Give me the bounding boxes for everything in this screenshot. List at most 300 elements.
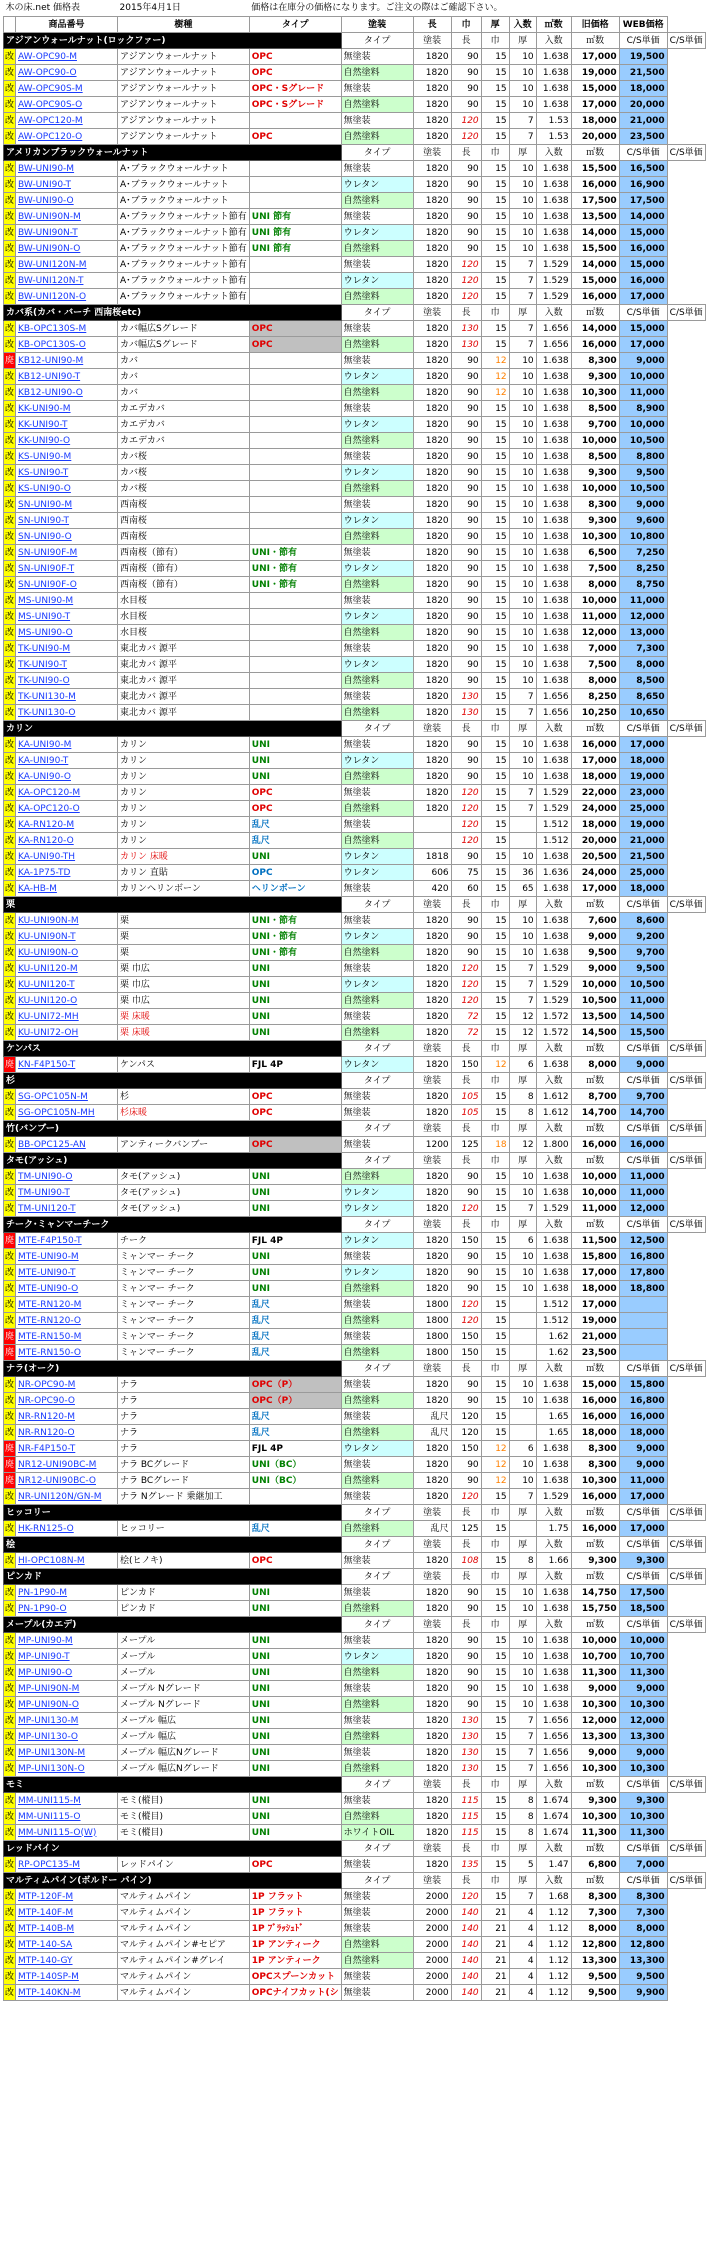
quantity: 10 [509, 481, 536, 497]
old-price: 16,000 [571, 289, 619, 305]
area: 1.656 [536, 1713, 571, 1729]
product-code-link[interactable]: KK-UNI90-O [16, 433, 118, 449]
product-code-link[interactable]: MP-UNI90N-O [16, 1697, 118, 1713]
web-price [619, 1329, 667, 1345]
status-mark: 改 [4, 177, 16, 193]
old-price: 16,000 [571, 1489, 619, 1505]
product-code-link[interactable]: AW-OPC120-O [16, 129, 118, 145]
product-code-link[interactable]: KK-UNI90-T [16, 417, 118, 433]
area: 1.638 [536, 913, 571, 929]
thickness: 15 [481, 993, 509, 1009]
status-mark: 改 [4, 161, 16, 177]
old-price: 8,700 [571, 1089, 619, 1105]
web-price: 10,000 [619, 1633, 667, 1649]
table-row [4, 321, 706, 337]
product-code-link[interactable]: BW-UNI90-O [16, 193, 118, 209]
width: 90 [451, 81, 481, 97]
old-price: 7,500 [571, 561, 619, 577]
old-price: 17,000 [571, 97, 619, 113]
product-type: UNI [249, 737, 341, 753]
quantity: 10 [509, 353, 536, 369]
web-price [619, 1313, 667, 1329]
area: 1.572 [536, 1009, 571, 1025]
product-code-link[interactable]: AW-OPC90-O [16, 65, 118, 81]
table-row [4, 353, 706, 369]
table-row [4, 1425, 706, 1441]
product-code-link[interactable]: AW-OPC90-M [16, 49, 118, 65]
species-name: 水目桜 [118, 609, 250, 625]
table-row [4, 161, 706, 177]
product-code-link[interactable]: MTE-RN120-M [16, 1297, 118, 1313]
product-code-link[interactable]: TM-UNI90-T [16, 1185, 118, 1201]
table-row [4, 65, 706, 81]
product-code-link[interactable]: KU-UNI90N-M [16, 913, 118, 929]
table-row [4, 817, 706, 833]
col-old-price: C/S単価 [619, 1617, 667, 1633]
product-code-link[interactable]: MTE-RN150-O [16, 1345, 118, 1361]
species-name: アジアンウォールナット [118, 97, 250, 113]
area: 1.66 [536, 1553, 571, 1569]
product-code-link[interactable]: BW-UNI90-T [16, 177, 118, 193]
old-price: 12,800 [571, 1937, 619, 1953]
old-price: 6,800 [571, 1857, 619, 1873]
width: 105 [451, 1089, 481, 1105]
quantity: 4 [509, 1953, 536, 1969]
status-mark: 廃 [4, 1441, 16, 1457]
col-length: 長 [451, 1777, 481, 1793]
col-quantity: 入数 [536, 1617, 571, 1633]
product-code-link[interactable]: HK-RN125-O [16, 1521, 118, 1537]
table-row [4, 577, 706, 593]
finish-type: 無塗装 [341, 913, 413, 929]
product-code-link[interactable]: TM-UNI120-T [16, 1201, 118, 1217]
col-finish: 塗装 [413, 1537, 451, 1553]
product-code-link[interactable]: AW-OPC120-M [16, 113, 118, 129]
finish-type: ウレタン [341, 753, 413, 769]
product-code-link[interactable]: BB-OPC125-AN [16, 1137, 118, 1153]
product-code-link[interactable]: MTP-140B-M [16, 1921, 118, 1937]
finish-type: 自然塗料 [341, 1729, 413, 1745]
quantity: 10 [509, 449, 536, 465]
finish-type: 無塗装 [341, 1889, 413, 1905]
product-code-link[interactable]: MTE-RN150-M [16, 1329, 118, 1345]
thickness: 15 [481, 1889, 509, 1905]
thickness: 15 [481, 1009, 509, 1025]
thickness: 15 [481, 929, 509, 945]
col-length: 長 [451, 305, 481, 321]
width: 130 [451, 1761, 481, 1777]
product-code-link[interactable]: NR-OPC90-M [16, 1377, 118, 1393]
product-code-link[interactable]: KB-OPC130S-M [16, 321, 118, 337]
product-code-link[interactable]: MS-UNI90-O [16, 625, 118, 641]
product-code-link[interactable]: KU-UNI90N-T [16, 929, 118, 945]
length: 1820 [413, 257, 451, 273]
area: 1.529 [536, 1489, 571, 1505]
product-code-link[interactable]: TK-UNI90-O [16, 673, 118, 689]
finish-type: 無塗装 [341, 49, 413, 65]
web-price: 19,000 [619, 769, 667, 785]
product-code-link[interactable]: KA-1P75-TD [16, 865, 118, 881]
finish-type: 自然塗料 [341, 833, 413, 849]
length: 1820 [413, 785, 451, 801]
table-row [4, 1953, 706, 1969]
col-thickness: 厚 [509, 145, 536, 161]
product-code-link[interactable]: KA-UNI90-O [16, 769, 118, 785]
table-row [4, 609, 706, 625]
product-code-link[interactable]: BW-UNI90-M [16, 161, 118, 177]
table-row [4, 977, 706, 993]
status-mark: 改 [4, 257, 16, 273]
product-code-link[interactable]: KB-OPC130S-O [16, 337, 118, 353]
quantity: 10 [509, 529, 536, 545]
product-code-link[interactable]: KU-UNI120-T [16, 977, 118, 993]
status-mark: 改 [4, 545, 16, 561]
col-area: ㎡数 [571, 1505, 619, 1521]
product-code-link[interactable]: MTE-UNI90-T [16, 1265, 118, 1281]
species-name: カリン [118, 801, 250, 817]
product-code-link[interactable]: KA-RN120-O [16, 833, 118, 849]
web-price: 8,600 [619, 913, 667, 929]
product-code-link[interactable]: KA-OPC120-O [16, 801, 118, 817]
area: 1.529 [536, 961, 571, 977]
web-price: 9,000 [619, 1745, 667, 1761]
product-code-link[interactable]: SN-UNI90F-T [16, 561, 118, 577]
finish-type: ウレタン [341, 1441, 413, 1457]
species-name: 東北カバ 源平 [118, 705, 250, 721]
product-code-link[interactable]: NR-F4P150-T [16, 1441, 118, 1457]
product-code-link[interactable]: MP-UNI130-O [16, 1729, 118, 1745]
product-code-link[interactable]: TK-UNI90-M [16, 641, 118, 657]
product-code-link[interactable]: MTP-120F-M [16, 1889, 118, 1905]
product-code-link[interactable]: KN-F4P150-T [16, 1057, 118, 1073]
product-code-link[interactable]: KS-UNI90-T [16, 465, 118, 481]
product-type: UNI [249, 1201, 341, 1217]
status-mark: 改 [4, 225, 16, 241]
status-mark: 改 [4, 961, 16, 977]
thickness: 15 [481, 1201, 509, 1217]
width: 90 [451, 193, 481, 209]
quantity: 10 [509, 465, 536, 481]
product-code-link[interactable]: KU-UNI90N-O [16, 945, 118, 961]
header-finish: 塗装 [341, 17, 413, 33]
col-length: 長 [451, 145, 481, 161]
col-finish: 塗装 [413, 721, 451, 737]
product-code-link[interactable]: KA-UNI90-T [16, 753, 118, 769]
length: 1820 [413, 1089, 451, 1105]
product-code-link[interactable]: MP-UNI130N-M [16, 1745, 118, 1761]
col-width: 巾 [481, 1153, 509, 1169]
length: 1820 [413, 1601, 451, 1617]
col-quantity: 入数 [536, 1505, 571, 1521]
product-code-link[interactable]: MTE-RN120-O [16, 1313, 118, 1329]
quantity: 7 [509, 337, 536, 353]
product-code-link[interactable]: MTP-140F-M [16, 1905, 118, 1921]
col-quantity: 入数 [536, 1361, 571, 1377]
product-code-link[interactable]: KA-OPC120-M [16, 785, 118, 801]
product-code-link[interactable]: BW-UNI90N-M [16, 209, 118, 225]
product-code-link[interactable]: KA-UNI90-TH [16, 849, 118, 865]
status-mark: 改 [4, 753, 16, 769]
product-code-link[interactable]: KU-UNI120-O [16, 993, 118, 1009]
length: 1820 [413, 1745, 451, 1761]
status-mark: 廃 [4, 1233, 16, 1249]
product-code-link[interactable]: KK-UNI90-M [16, 401, 118, 417]
col-finish: 塗装 [413, 1073, 451, 1089]
species-name: レッドパイン [118, 1857, 250, 1873]
web-price: 9,000 [619, 1057, 667, 1073]
finish-type: 自然塗料 [341, 577, 413, 593]
product-code-link[interactable]: SN-UNI90F-M [16, 545, 118, 561]
section-header [4, 1777, 706, 1793]
length: 1820 [413, 913, 451, 929]
product-code-link[interactable]: SG-OPC105N-MH [16, 1105, 118, 1121]
species-name: A･ブラックウォールナット [118, 177, 250, 193]
old-price: 17,000 [571, 49, 619, 65]
status-mark: 改 [4, 337, 16, 353]
col-type: タイプ [341, 1505, 413, 1521]
species-name: カバ [118, 369, 250, 385]
product-code-link[interactable]: MTE-UNI90-M [16, 1249, 118, 1265]
length: 1820 [413, 481, 451, 497]
product-code-link[interactable]: BW-UNI120N-T [16, 273, 118, 289]
width: 140 [451, 1921, 481, 1937]
col-length: 長 [451, 1873, 481, 1889]
quantity: 7 [509, 1489, 536, 1505]
status-mark: 改 [4, 385, 16, 401]
table-row [4, 1825, 706, 1841]
length: 1820 [413, 1713, 451, 1729]
old-price: 20,000 [571, 129, 619, 145]
web-price: 11,000 [619, 385, 667, 401]
species-name: ヒッコリー [118, 1521, 250, 1537]
product-code-link[interactable]: NR-RN120-O [16, 1425, 118, 1441]
product-code-link[interactable]: MTE-F4P150-T [16, 1233, 118, 1249]
product-code-link[interactable]: SN-UNI90-O [16, 529, 118, 545]
product-code-link[interactable]: TK-UNI90-T [16, 657, 118, 673]
width: 120 [451, 1313, 481, 1329]
product-type: FJL 4P [249, 1441, 341, 1457]
product-code-link[interactable]: MP-UNI130-M [16, 1713, 118, 1729]
length: 1820 [413, 1857, 451, 1873]
length: 1820 [413, 1665, 451, 1681]
species-name: ミャンマー チーク [118, 1329, 250, 1345]
thickness: 15 [481, 625, 509, 641]
col-finish: 塗装 [413, 1121, 451, 1137]
product-code-link[interactable]: BW-UNI90N-O [16, 241, 118, 257]
product-code-link[interactable]: TM-UNI90-O [16, 1169, 118, 1185]
product-code-link[interactable]: MTP-140SP-M [16, 1969, 118, 1985]
product-code-link[interactable]: BW-UNI90N-T [16, 225, 118, 241]
product-code-link[interactable]: AW-OPC90S-O [16, 97, 118, 113]
species-name: ナラ Nグレード 乗継加工 [118, 1489, 250, 1505]
finish-type: 自然塗料 [341, 193, 413, 209]
width: 150 [451, 1345, 481, 1361]
product-code-link[interactable]: KS-UNI90-O [16, 481, 118, 497]
product-code-link[interactable]: NR12-UNI90BC-M [16, 1457, 118, 1473]
section-title: モミ [4, 1777, 342, 1793]
col-length: 長 [451, 1041, 481, 1057]
finish-type: 無塗装 [341, 817, 413, 833]
product-code-link[interactable]: MM-UNI115-O [16, 1809, 118, 1825]
product-code-link[interactable]: AW-OPC90S-M [16, 81, 118, 97]
status-mark: 改 [4, 401, 16, 417]
col-web-price: C/S単価 [667, 1361, 705, 1377]
product-code-link[interactable]: KU-UNI72-OH [16, 1025, 118, 1041]
product-code-link[interactable]: KA-UNI90-M [16, 737, 118, 753]
finish-type: 無塗装 [341, 1985, 413, 2001]
width: 105 [451, 1105, 481, 1121]
thickness: 15 [481, 241, 509, 257]
quantity: 10 [509, 753, 536, 769]
col-thickness: 厚 [509, 33, 536, 49]
length: 1820 [413, 1377, 451, 1393]
product-code-link[interactable]: MM-UNI115-M [16, 1793, 118, 1809]
width: 90 [451, 1665, 481, 1681]
thickness: 15 [481, 97, 509, 113]
width: 90 [451, 1185, 481, 1201]
old-price: 15,800 [571, 1249, 619, 1265]
product-code-link[interactable]: MS-UNI90-M [16, 593, 118, 609]
product-type: UNI [249, 1169, 341, 1185]
area: 1.638 [536, 209, 571, 225]
length: 1820 [413, 1681, 451, 1697]
area: 1.638 [536, 1185, 571, 1201]
product-code-link[interactable]: KB12-UNI90-T [16, 369, 118, 385]
quantity: 8 [509, 1089, 536, 1105]
product-code-link[interactable]: KU-UNI120-M [16, 961, 118, 977]
product-type: 1P フラット [249, 1905, 341, 1921]
product-code-link[interactable]: KU-UNI72-MH [16, 1009, 118, 1025]
web-price: 18,000 [619, 81, 667, 97]
length: 1820 [413, 65, 451, 81]
col-finish: 塗装 [413, 1041, 451, 1057]
old-price: 10,500 [571, 993, 619, 1009]
product-code-link[interactable]: KB12-UNI90-M [16, 353, 118, 369]
product-code-link[interactable]: KS-UNI90-M [16, 449, 118, 465]
species-name: カバ [118, 385, 250, 401]
status-mark: 改 [4, 1025, 16, 1041]
product-code-link[interactable]: MTP-140-SA [16, 1937, 118, 1953]
product-code-link[interactable]: PN-1P90-M [16, 1585, 118, 1601]
thickness: 15 [481, 961, 509, 977]
status-mark: 改 [4, 1745, 16, 1761]
product-code-link[interactable]: BW-UNI120N-M [16, 257, 118, 273]
product-code-link[interactable]: MTP-140-GY [16, 1953, 118, 1969]
product-code-link[interactable]: SN-UNI90-M [16, 497, 118, 513]
product-code-link[interactable]: KA-RN120-M [16, 817, 118, 833]
product-code-link[interactable]: SG-OPC105N-M [16, 1089, 118, 1105]
product-code-link[interactable]: MTE-UNI90-O [16, 1281, 118, 1297]
product-code-link[interactable]: MP-UNI90-O [16, 1665, 118, 1681]
status-mark: 改 [4, 881, 16, 897]
web-price: 8,300 [619, 1889, 667, 1905]
quantity: 6 [509, 1441, 536, 1457]
col-thickness: 厚 [509, 1073, 536, 1089]
length: 1820 [413, 529, 451, 545]
old-price: 8,000 [571, 673, 619, 689]
product-code-link[interactable]: NR-UNI120N/GN-M [16, 1489, 118, 1505]
length: 1820 [413, 1169, 451, 1185]
product-code-link[interactable]: MP-UNI90-M [16, 1633, 118, 1649]
length: 1820 [413, 353, 451, 369]
product-code-link[interactable]: BW-UNI120N-O [16, 289, 118, 305]
product-code-link[interactable]: MP-UNI90-T [16, 1649, 118, 1665]
web-price: 10,700 [619, 1649, 667, 1665]
length: 1820 [413, 977, 451, 993]
section-header [4, 1537, 706, 1553]
finish-type: 自然塗料 [341, 1665, 413, 1681]
web-price: 16,800 [619, 1393, 667, 1409]
length: 2000 [413, 1985, 451, 2001]
section-title: マルティムパイン(ボルドー パイン) [4, 1873, 342, 1889]
col-old-price: C/S単価 [619, 1777, 667, 1793]
product-type: OPC [249, 49, 341, 65]
product-code-link[interactable]: NR-RN120-M [16, 1409, 118, 1425]
web-price: 18,800 [619, 1281, 667, 1297]
old-price: 9,300 [571, 465, 619, 481]
col-area: ㎡数 [571, 305, 619, 321]
product-code-link[interactable]: MM-UNI115-O(W) [16, 1825, 118, 1841]
finish-type: 自然塗料 [341, 433, 413, 449]
section-header [4, 305, 706, 321]
product-code-link[interactable]: MTP-140KN-M [16, 1985, 118, 2001]
area: 1.512 [536, 817, 571, 833]
product-code-link[interactable]: MP-UNI130N-O [16, 1761, 118, 1777]
product-code-link[interactable]: RP-OPC135-M [16, 1857, 118, 1873]
width: 90 [451, 369, 481, 385]
quantity: 10 [509, 561, 536, 577]
width: 135 [451, 1857, 481, 1873]
product-code-link[interactable]: SN-UNI90-T [16, 513, 118, 529]
area: 1.638 [536, 1377, 571, 1393]
thickness: 15 [481, 1409, 509, 1425]
product-code-link[interactable]: SN-UNI90F-O [16, 577, 118, 593]
section-title: アメリカンブラックウォールナット [4, 145, 342, 161]
width: 120 [451, 273, 481, 289]
quantity: 10 [509, 1185, 536, 1201]
species-name: カバ [118, 353, 250, 369]
product-code-link[interactable]: TK-UNI130-O [16, 705, 118, 721]
width: 150 [451, 1329, 481, 1345]
width: 120 [451, 113, 481, 129]
width: 60 [451, 881, 481, 897]
table-row [4, 1489, 706, 1505]
product-code-link[interactable]: KA-HB-M [16, 881, 118, 897]
product-code-link[interactable]: NR-OPC90-O [16, 1393, 118, 1409]
product-code-link[interactable]: KB12-UNI90-O [16, 385, 118, 401]
length: 乱尺 [413, 1425, 451, 1441]
table-row [4, 1601, 706, 1617]
status-mark: 改 [4, 1857, 16, 1873]
area: 1.638 [536, 1265, 571, 1281]
product-type [249, 705, 341, 721]
length [413, 817, 451, 833]
col-thickness: 厚 [509, 1121, 536, 1137]
product-type: 乱尺 [249, 817, 341, 833]
quantity: 10 [509, 1473, 536, 1489]
species-name: マルティムパイン [118, 1985, 250, 2001]
product-type: 乱尺 [249, 1345, 341, 1361]
length: 1820 [413, 1585, 451, 1601]
table-row [4, 257, 706, 273]
finish-type: 無塗装 [341, 1921, 413, 1937]
product-code-link[interactable]: HI-OPC108N-M [16, 1553, 118, 1569]
product-code-link[interactable]: MS-UNI90-T [16, 609, 118, 625]
product-code-link[interactable]: NR12-UNI90BC-O [16, 1473, 118, 1489]
product-code-link[interactable]: MP-UNI90N-M [16, 1681, 118, 1697]
product-code-link[interactable]: TK-UNI130-M [16, 689, 118, 705]
product-code-link[interactable]: PN-1P90-O [16, 1601, 118, 1617]
